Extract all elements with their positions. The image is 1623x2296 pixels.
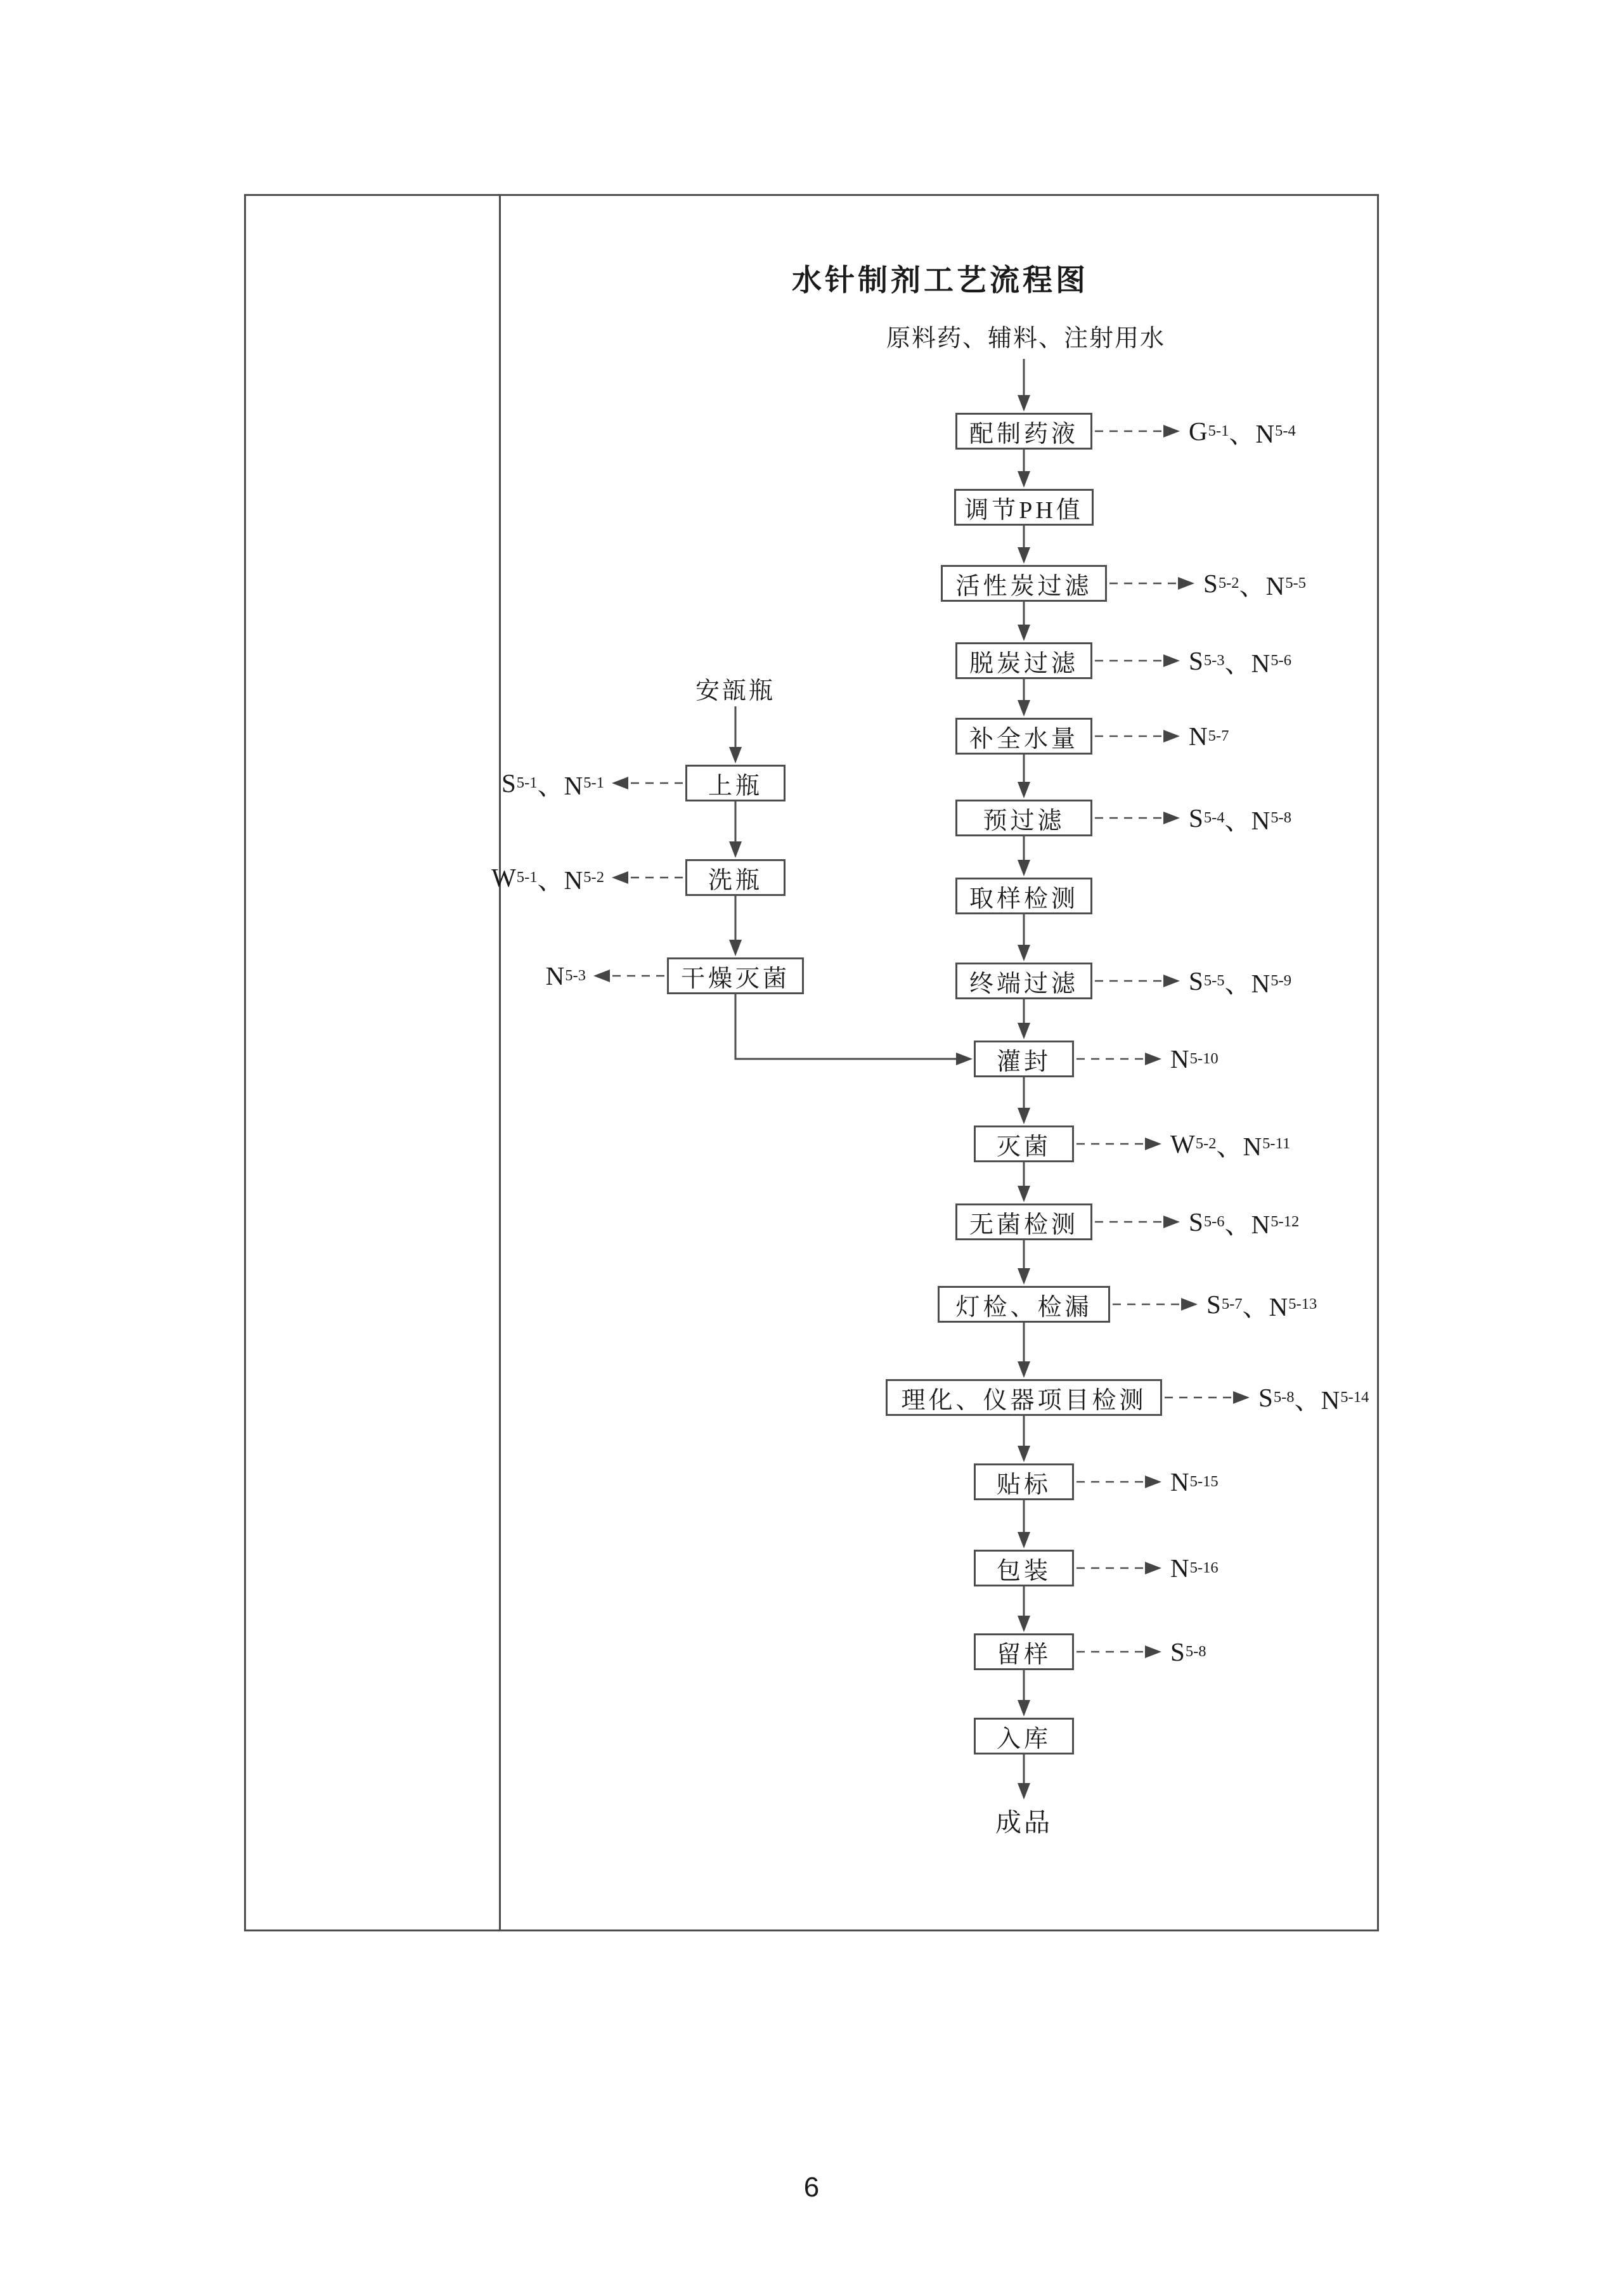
flow-node-warehousing: 入库: [974, 1718, 1074, 1754]
flow-side-label-sterility-test: S 5-6 、N 5-12: [1189, 1207, 1300, 1239]
flow-side-label-filling-sealing: N 5-10: [1170, 1044, 1219, 1073]
flow-node-pre-filter: 预过滤: [955, 800, 1092, 836]
flow-side-label-sterilize: W 5-2 、N 5-11: [1170, 1129, 1291, 1161]
flow-side-label-retain-sample: S 5-8: [1170, 1637, 1206, 1666]
flow-node-final-filter: 终端过滤: [955, 963, 1092, 999]
flow-node-replenish-water: 补全水量: [955, 718, 1092, 755]
flow-side-label-lamp-leak-inspection: S 5-7 、N 5-13: [1206, 1290, 1317, 1321]
table-column-divider: [499, 194, 501, 1931]
flow-node-sampling-test: 取样检测: [955, 878, 1092, 914]
flow-node-labeling: 贴标: [974, 1463, 1074, 1500]
flow-side-label-packaging: N 5-16: [1170, 1553, 1219, 1583]
flow-node-lamp-leak-inspection: 灯检、检漏: [938, 1286, 1110, 1323]
flow-node-sterilize: 灭菌: [974, 1125, 1074, 1162]
flow-side-label-bottle-washing: W 5-1 、N 5-2: [491, 863, 604, 895]
flow-side-label-decarbon-filter: S 5-3 、N 5-6: [1189, 646, 1292, 678]
flow-node-bottle-washing: 洗瓶: [685, 859, 786, 896]
flow-side-label-labeling: N 5-15: [1170, 1467, 1219, 1496]
flow-side-label-final-filter: S 5-5 、N 5-9: [1189, 966, 1292, 998]
flow-node-activated-carbon-filter: 活性炭过滤: [941, 565, 1107, 602]
flow-node-physicochemical-instrument-test: 理化、仪器项目检测: [886, 1379, 1162, 1416]
flowchart-source-label: 原料药、辅料、注射用水: [886, 325, 1165, 352]
flow-side-label-replenish-water: N 5-7: [1189, 722, 1229, 751]
flow-node-decarbon-filter: 脱炭过滤: [955, 642, 1092, 679]
flow-node-dry-sterilize: 干燥灭菌: [667, 957, 804, 994]
flow-side-label-physicochemical-instrument-test: S 5-8 、N 5-14: [1258, 1383, 1369, 1415]
flow-node-retain-sample: 留样: [974, 1633, 1074, 1670]
flow-node-sterility-test: 无菌检测: [955, 1203, 1092, 1240]
flow-side-label-bottle-loading: S 5-1 、N 5-1: [501, 769, 604, 800]
branch-source-label: 安瓿瓶: [695, 677, 775, 704]
flow-end-label: 成品: [995, 1807, 1052, 1837]
flowchart-title: 水针制剂工艺流程图: [792, 264, 1089, 297]
flow-node-packaging: 包装: [974, 1550, 1074, 1586]
flow-node-bottle-loading: 上瓶: [685, 765, 786, 801]
flow-node-filling-sealing: 灌封: [974, 1041, 1074, 1077]
flow-side-label-pre-filter: S 5-4 、N 5-8: [1189, 803, 1292, 835]
flow-side-label-activated-carbon-filter: S 5-2 、N 5-5: [1203, 569, 1307, 600]
page-number: 6: [803, 2172, 820, 2203]
flow-node-prepare-solution: 配制药液: [955, 413, 1092, 450]
flow-side-label-prepare-solution: G 5-1 、N 5-4: [1189, 417, 1296, 448]
flow-side-label-dry-sterilize: N 5-3: [545, 961, 586, 990]
flow-node-adjust-ph: 调节PH值: [954, 489, 1094, 526]
